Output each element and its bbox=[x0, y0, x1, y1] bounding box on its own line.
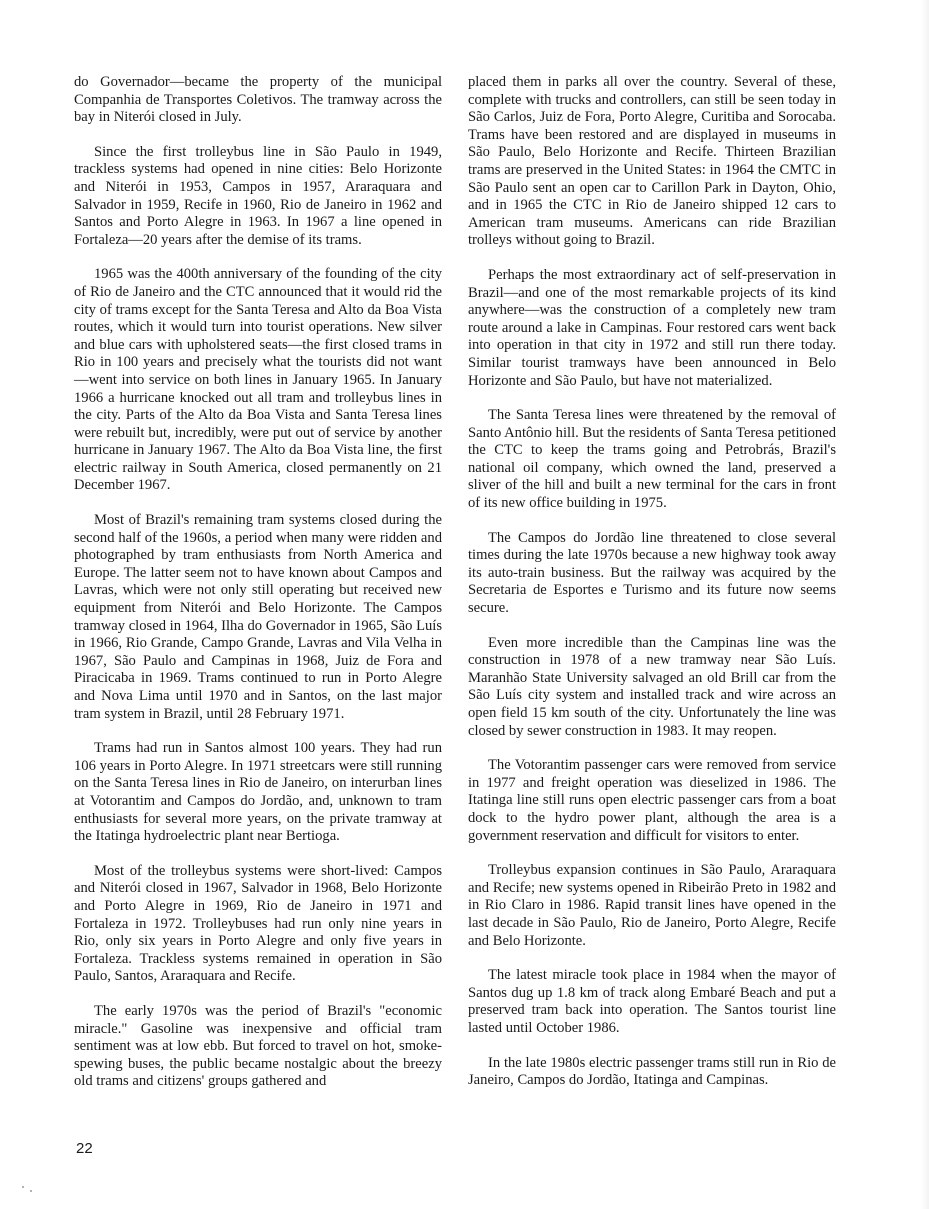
scan-speck bbox=[30, 1190, 32, 1192]
right-column bbox=[468, 74, 836, 1107]
scan-speck bbox=[22, 1186, 24, 1188]
paragraph: do Governador—became the property of the municipal Companhia de Transportes Coletivos. The tramway across the bay in Niterói closed in July. bbox=[74, 74, 442, 126]
paragraph: Trams had run in Santos almost 100 years. They had run 106 years in Porto Alegre. In 1971 streetcars were still running on the Santa Teresa lines in Rio de Janeiro, on interurban lines at Votorantim and Campos do Jordão, and, unknown to tram enthusiasts for several more years, on the private tramway at the Itatinga hydroelectric plant near Bertioga. bbox=[74, 740, 442, 845]
paragraph: The Campos do Jordão line threatened to close several times during the late 1970s because a new highway took away its auto-train business. But the railway was acquired by the Secretaria de Esportes e Turismo and its future now seems secure. bbox=[468, 529, 836, 617]
page-number: 22 bbox=[76, 1140, 93, 1157]
left-column bbox=[74, 74, 442, 1108]
paragraph: The Santa Teresa lines were threatened by the removal of Santo Antônio hill. But the residents of Santa Teresa petitioned the CTC to keep the trams going and Petrobrás, Brazil's national oil company, which owned the land, preserved a sliver of the hill and built a new terminal for the cars in front of its new office building in 1975. bbox=[468, 407, 836, 512]
paragraph: Perhaps the most extraordinary act of self-preservation in Brazil—and one of the most remarkable projects of its kind anywhere—was the construction of a completely new tram route around a lake in Campinas. Four restored cars went back into operation in that city in 1972 and still run there today. Similar tourist tramways have been announced in Belo Horizonte and São Paulo, but have not materialized. bbox=[468, 266, 836, 389]
paragraph: 1965 was the 400th anniversary of the founding of the city of Rio de Janeiro and the CTC announced that it would rid the city of trams except for the Santa Teresa and Alto da Boa Vista routes, which it would turn into tourist operations. New silver and blue cars with upholstered seats—the first closed trams in Rio in 100 years and precisely what the tourists did not want—went into service on both lines in January 1965. In January 1966 a hurricane knocked out all tram and trolleybus lines in the city. Parts of the Alto da Boa Vista and Santa Teresa lines were rebuilt but, incredibly, were put out of service by another hurricane in January 1967. The Alto da Boa Vista line, the first electric railway in South America, closed permanently on 21 December 1967. bbox=[74, 266, 442, 494]
paragraph: Even more incredible than the Campinas line was the construction in 1978 of a new tramway near São Luís. Maranhão State University salvaged an old Brill car from the São Luís city system and installed track and wire across an open field 15 km south of the city. Unfortunately the line was closed by sewer construction in 1983. It may reopen. bbox=[468, 634, 836, 739]
paragraph: The Votorantim passenger cars were removed from service in 1977 and freight operation was dieselized in 1986. The Itatinga line still runs open electric passenger cars from a boat dock to the hydro power plant, although the area is a government reservation and difficult for visitors to enter. bbox=[468, 757, 836, 844]
paragraph: Most of the trolleybus systems were short-lived: Campos and Niterói closed in 1967, Salvador in 1968, Belo Horizonte and Porto Alegre in 1969, Rio de Janeiro in 1971 and Fortaleza in 1972. Trolleybuses had run only nine years in Rio, only six years in Porto Alegre and only five years in Fortaleza. Trackless systems remained in operation in São Paulo, Santos, Araraquara and Recife. bbox=[74, 862, 442, 985]
paragraph: The latest miracle took place in 1984 when the mayor of Santos dug up 1.8 km of track along Embaré Beach and put a preserved tram back into operation. The Santos tourist line lasted until October 1986. bbox=[468, 967, 836, 1036]
paragraph: Trolleybus expansion continues in São Paulo, Araraquara and Recife; new systems opened in Ribeirão Preto in 1982 and in Rio Claro in 1986. Rapid transit lines have opened in the last decade in São Paulo, Rio de Janeiro, Porto Alegre, Recife and Belo Horizonte. bbox=[468, 862, 836, 949]
paragraph: Most of Brazil's remaining tram systems closed during the second half of the 1960s, a period when many were ridden and photographed by tram enthusiasts from North America and Europe. The latter seem not to have known about Campos and Lavras, which were not only still operating but received new equipment from Niterói and Belo Horizonte. The Campos tramway closed in 1964, Ilha do Governador in 1965, São Luís in 1966, Rio Grande, Campo Grande, Lavras and Vila Velha in 1967, São Paulo and Campinas in 1968, Juiz de Fora and Piracicaba in 1969. Trams continued to run in Porto Alegre and Nova Lima until 1970 and in Santos, on the last major tram system in Brazil, until 28 February 1971. bbox=[74, 512, 443, 722]
paragraph: In the late 1980s electric passenger trams still run in Rio de Janeiro, Campos do Jordão, Itatinga and Campinas. bbox=[468, 1054, 836, 1089]
paragraph: placed them in parks all over the country. Several of these, complete with trucks and controllers, can still be seen today in São Carlos, Juiz de Fora, Porto Alegre, Curitiba and Sorocaba. Trams have been restored and are displayed in museums in São Paulo, Belo Horizonte and Recife. Thirteen Brazilian trams are preserved in the United States: in 1964 the CMTC in São Paulo sent an open car to Carillon Park in Dayton, Ohio, and in 1965 the CTC in Rio de Janeiro shipped 12 cars to American tram museums. Americans can ride Brazilian trolleys without going to Brazil. bbox=[468, 74, 836, 249]
scan-edge bbox=[921, 0, 929, 1209]
paragraph: The early 1970s was the period of Brazil's "economic miracle." Gasoline was inexpensive and official tram sentiment was at low ebb. But forced to travel on hot, smoke-spewing buses, the public became nostalgic about the breezy old trams and citizens' groups gathered and bbox=[74, 1002, 442, 1090]
paragraph: Since the first trolleybus line in São Paulo in 1949, trackless systems had opened in nine cities: Belo Horizonte and Niterói in 1953, Campos in 1957, Araraquara and Salvador in 1959, Recife in 1960, Rio de Janeiro in 1962 and Santos and Porto Alegre in 1963. In 1967 a line opened in Fortaleza—20 years after the demise of its trams. bbox=[74, 143, 442, 248]
